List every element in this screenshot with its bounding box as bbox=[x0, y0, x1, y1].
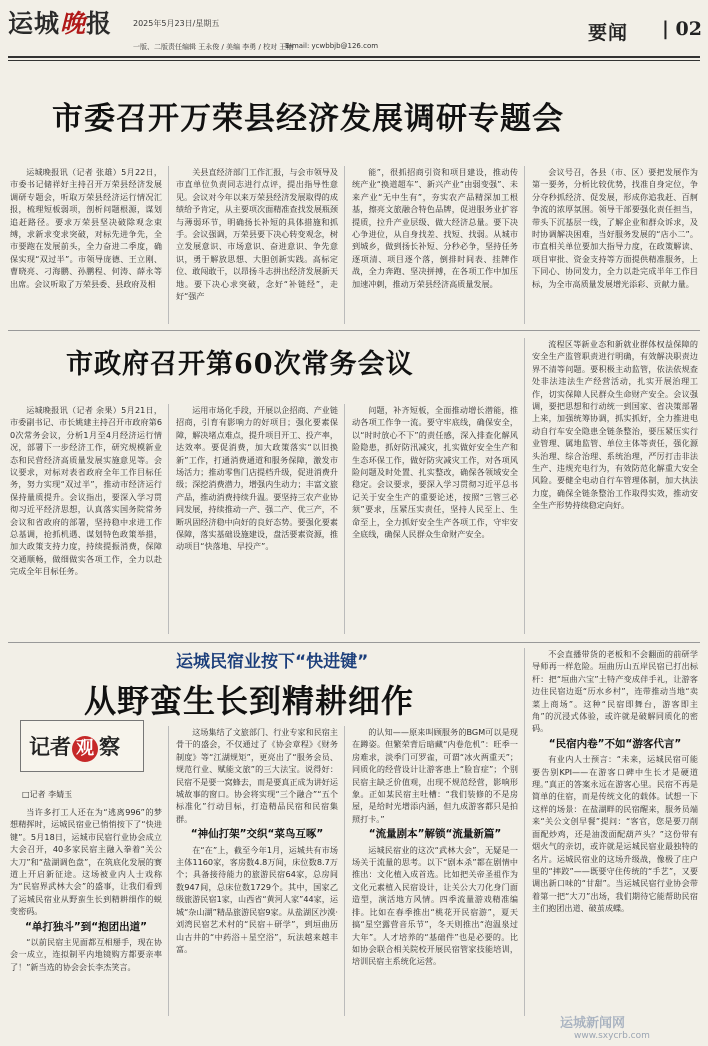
article1-col2-text: 关县直经济部门工作汇报，与会市领导及市直单位负责同志进行点评，提出指导性意见。会议对今年以来万荣县经济发展取得的成绩给予肯定，从主要项次面精准查找发展瓶颈与薄弱环节，明确扬长补短的具体措施和抓手。会议强调，万荣县要下决心转变观念，树立发展意识、市场意识、奋进意识、争先意识，勇于解放思想、大胆创新实践。高标定位、敢闯敢干，以昂扬斗志拼出经济发展新天地。要下决心求突破，念好“补链经”，走好“强产 bbox=[176, 167, 338, 302]
column-divider bbox=[524, 166, 525, 324]
article3-column-1 bbox=[10, 806, 162, 1018]
column-divider bbox=[168, 166, 169, 324]
article1-column-3 bbox=[352, 166, 518, 326]
dateline: 2025年5月23日/星期五 bbox=[133, 19, 220, 28]
article2-column-3 bbox=[352, 404, 518, 638]
article3-headline: 从野蛮生长到精耕细作 bbox=[84, 682, 415, 720]
column-label-b: 观 bbox=[72, 736, 98, 762]
article3-byline: □记者 李婧玉 bbox=[22, 790, 73, 799]
column-divider bbox=[168, 726, 169, 1016]
article3-col1-subhead: “单打独斗”到“抱团出道” bbox=[24, 920, 148, 933]
section-divider bbox=[8, 642, 700, 643]
column-divider bbox=[344, 404, 345, 634]
logo-suffix: 报 bbox=[86, 9, 113, 38]
article3-kicker: 运城民宿业按下“快进键” bbox=[176, 652, 369, 672]
article2-col3-text: 问题，补齐短板，全面推动增长潜能，推动各项工作争一流。要守牢底线，确保安全，以“时时放心不下”的责任感，深入排查化解风险隐患，抓好防汛减灾，扎实做好安全生产和生态环保工作，做好防灾减灾工作，对各项风险问题及时处置、扎实整改，确保各领域安全稳定。会议要求，要深入学习贯彻习近平总书记关于安全生产的重要论述，按照“三管三必须”要求，压紧压实责任，坚持人民至上、生命至上，全力抓好安全生产各项工作，守牢安全底线，确保人民群众生命财产安全。 bbox=[352, 405, 518, 540]
site-watermark-url: www.sxycrb.com bbox=[574, 1031, 650, 1041]
email-contact: E-mail: ycwbbjb@126.com bbox=[285, 42, 379, 50]
article3-column-2 bbox=[176, 726, 338, 1018]
article1-col4-text: 会议号召，各县（市、区）要把发展作为第一要务，分析比较优势，找准自身定位，争分夺秒抓经济、促发展，形成你追我赶、百舸争流的浓厚氛围。领导干部要强化责任担当，带头下沉基层一线，了解企业和群众诉求，及时协调解决困难，当好服务发展的“店小二”。市直相关单位要加大指导力度，在政策解读、项目审批、资金支持等方面提供精准服务，上下同心、协同发力，全力以赴完成半年工作目标，为全市高质量发展增光添彩、贡献力量。 bbox=[532, 167, 698, 289]
article3-col3-text: 的认知——原来叫顾服务的BGM可以是现在蹲姿。但繁荣背后暗藏“内卷危机”：旺季一房难求，淡季门可罗雀，可谓“冰火两重天”；同质化的经营设计让游客患上“脸盲症”；个别民宿主缺乏价值观，出现不规范经营，影响形象。正如某民宿主吐槽：“我们装修的不是房屋，是给时光增添内涵，但九成游客都只是拍照打卡。” bbox=[352, 727, 518, 824]
column-label-c: 察 bbox=[99, 734, 120, 759]
article3-col4-subhead: “民宿内卷”不如“游客代言” bbox=[548, 737, 682, 750]
article1-col3-text: 能”，很抓招商引资和项目建设，推动传统产业“换道超车”、新兴产业“由弱变强”、未来产业“无中生有”，夯实农产品精深加工根基，擦亮文旅融合特色品牌，促进服务业扩容提质，拉升产业层级、做大经济总量。要下决心争进位，从自身找差、找短、找弱。从城市到城乡，做到扬长补短、分秒必争，坚持任务逐项清、项目逐个落，倒排时间表、挂牌作战，全力奔跑、坚决拼搏，在各项工作中加压加速冲刺，推动万荣县经济高质量发展。 bbox=[352, 167, 518, 289]
section-name: 要闻 bbox=[588, 22, 629, 44]
article3-col3-subhead: “流量剧本”解锁“流量新篇” bbox=[368, 828, 502, 841]
logo-prefix: 运城 bbox=[8, 9, 61, 38]
article2-column-4 bbox=[532, 338, 698, 638]
article2-col2-text: 运用市场化手段，开展以企招商、产业链招商，引育有影响力的好项目；强化要素保障，解决堵点难点，提升项目开工、投产率，达效率。要促消费，加大政策落实“以旧换新”工作，打通消费通道和服务保障，激发市场活力；推动零售门店提档升级，促进消费升级；深挖消费潜力，增强内生动力；丰富文旅产品，推动消费持续升温。要坚持三农产业协同发展，持续推动一产、强二产、优三产，不断巩固经济稳中向好的良好态势。要强化要素保障，落实基础设施建设，盘活要素资源，推动项目“快落地、早投产”。 bbox=[176, 405, 338, 552]
article3-col3-tail: 运城民宿业的这次“武林大会”，无疑是一场关于流量的思考。以下“剧本杀”都在剧情中推出：文化植入成首选。比如把关帝圣祖作为文化元素植入民宿设计，让关公大刀化身门面造型，演活地方风情。四季流量游戏精准编排。比如在春季推出“桃花开民宿游”，夏天搞“星空露营音乐节”，冬天则推出“泡温泉过大年”。人才培养的“基础件”也是必要的。比如协会联合相关院校开展民宿管家技能培训，培训民宿主系统化运营。 bbox=[352, 844, 518, 967]
article3-col4-tail: 有业内人士预言：“未来，运城民宿可能要告别KPI——在游客口碑中生长才是硬道理。”真正的答案永远在游客心里。民宿不再是简单的住宿，而是传统文化的载体。试想一下这样的场景：在盐湖畔的民宿醒来，服务员端来“关公文创早餐”提问：“客官，您是要刀削面配炒鸡，还是油泼面配葫芦头？”这份带有烟火气的亲切，或许就是运城民宿业最独特的名片。运城民宿业的这场升级战，像极了庄户里的“摔跤”——既要守住传统的“手艺”，又要调出新口味的“甘甜”。当运城民宿行业协会带着第一把“大刀”出场，我们期待它能帮助民宿主们抱团出道、破茧成蝶。 bbox=[532, 754, 698, 914]
article2-headline: 市政府召开第60次常务会议 bbox=[66, 349, 414, 380]
article3-col2-text: 这场集结了文旅部门、行业专家和民宿主骨干的盛会，不仅通过了《协会章程》《财务制度》等“江湖规矩”，更亮出了“服务会员、规范行业、赋能文旅”的三大法宝。说得好：民宿不是要一窝蜂去，而是要真正成为讲好运城故事的窗口。协会将实现“三个融合”“五个标准化”行动目标，打造精品民宿和民宿集群。 bbox=[176, 727, 338, 824]
article2-col1-text: 运城晚报讯（记者 余果）5月21日，市委副书记、市长姚建主持召开市政府第60次常务会议，分析1月至4月经济运行情况，部署下一步经济工作，研究规模新业态和民营经济高质量发展实施意见等。会议要求，对标对表省政府全年工作目标任务，努力实现“双过半”，推动市经济运行保持量质提升。会议指出，要深入学习贯彻习近平经济思想，认真落实国务院常务会议和省政府的部署，坚持稳中求进工作总基调，抢抓机遇、谋划特色政策举措，加大政策支持力度，持续提振消费，保障交通顺畅，做细做实各项工作，全力以赴完成全年目标任务。 bbox=[10, 405, 162, 577]
article1-column-1 bbox=[10, 166, 162, 326]
article1-col1-text: 运城晚报讯（记者 张雄）5月22日，市委书记储祥好主持召开万荣县经济发展调研专题会，听取万荣县经济运行情况汇报，梳理短板弱项，剖析问题根源，谋划追赶路径。要求万荣县坚决破除观念束缚，求新求变求突破，对标先进争先，全市要跑在发展前头，全力奋进二季度，确保实现“双过半”。市领导庞德、王立刚、曹晓亮、刁海鹏、孙鹏程、何涛、薛永等出席。会议听取了万荣县委、县政府及相 bbox=[10, 167, 162, 289]
article2-col4-text: 流程区等新业态和新就业群体权益保障的安全生产监管职责进行明确，有效解决职责边界不清等问题。要积极主动监管，依法依规查处非法违法生产经营活动，扎实开展治理工作，切实保障人民群众生命财产安全。会议强调，要把思想和行动统一到国家、省决策部署上来，加强统筹协调，抓实抓好，全力推进电动自行车安全隐患全链条整治，要压紧压实行业管理、属地监管、单位主体等责任，强化源头治理、综合治理、系统治理，严厉打击非法生产、违规充电行为，有效防范化解重大安全风险。要健全电动自行车管理体制，加大执法力度，确保全链条整治工作取得实效，推动安全生产形势持续稳定向好。 bbox=[532, 339, 698, 511]
newspaper-logo bbox=[8, 4, 112, 40]
column-label bbox=[29, 731, 120, 762]
article2-column-2 bbox=[176, 404, 338, 638]
column-divider bbox=[344, 726, 345, 1016]
site-watermark: 运城新闻网 bbox=[560, 1016, 626, 1031]
article3-column-3 bbox=[352, 726, 518, 1018]
logo-emph: 晚 bbox=[60, 9, 87, 38]
article3-col1-text: 当许多打工人还在为“逃离996”的梦想精挥时，运城民宿业已悄悄按下了“快进键”。5月18日，运城市民宿行业协会成立大会召开，40多家民宿主融入拳着“关公大刀”和“盐湖调色盘”，在筑底化发展的赛道上开启新征途。这场被业内人士戏称为“民宿界武林大会”的盛事，让我们看到了运城民宿业从野蛮生长到精耕细作的蜕变密码。 bbox=[10, 807, 162, 917]
column-divider bbox=[524, 648, 525, 1016]
article3-col1-tail: “以前民宿主见面都互相掰手，现在协会一成立，连拟制平内地镜购方都要亲率了！”新当选的协会会长李杰笑言。 bbox=[10, 937, 162, 972]
article2-column-1 bbox=[10, 404, 162, 638]
article3-col2-subhead: “神仙打架”交织“菜鸟互啄” bbox=[190, 828, 324, 841]
article3-col4-text: 不会直播带货的老板和不会翻面的前研学导师再一样危险。垣曲历山五岸民宿已打出标杆：把“垣曲六宝”土特产变成伴手礼，让游客边住民宿边逛“历水乡村”，连带推动当地“卖菜上商场”。这种“民宿即舞台，游客即主角”的沉浸式体验，或许就是破解同质化的密码。 bbox=[532, 649, 698, 734]
column-label-a: 记者 bbox=[29, 734, 71, 759]
article1-column-2 bbox=[176, 166, 338, 326]
masthead-rule-thin bbox=[8, 60, 700, 61]
column-divider bbox=[168, 404, 169, 634]
article1-headline: 市委召开万荣县经济发展调研专题会 bbox=[52, 101, 564, 137]
article3-col2-tail: 在“在”上，截至今年1月，运城共有市场主体1160家，客房数4.8万间，床位数8.7万个；具备接待能力的旅游民宿64家，总房间数947间，总床位数1729个。其中，国家乙级旅游民宿1家，山西省“黄河人家”44家，运城“杂山湖”精品旅游民宿9家。从盐湖区沙漠·刘湾民宿艺术村的“民宿＋研学”，到垣曲历山古井的“中药浴＋星空浴”，玩法越来越丰富。 bbox=[176, 844, 338, 954]
section-divider bbox=[8, 330, 700, 331]
column-divider bbox=[344, 166, 345, 324]
column-divider bbox=[524, 338, 525, 634]
editors-credit: 一版、二版责任编辑 王永俊 / 美编 李勇 / 校对 王楠 bbox=[133, 43, 294, 51]
article3-column-4 bbox=[532, 648, 698, 1018]
article1-column-4 bbox=[532, 166, 698, 326]
reporter-observation-badge bbox=[20, 720, 144, 772]
page-number: | 02 bbox=[662, 18, 702, 40]
masthead bbox=[0, 0, 708, 60]
masthead-rule bbox=[8, 56, 700, 58]
